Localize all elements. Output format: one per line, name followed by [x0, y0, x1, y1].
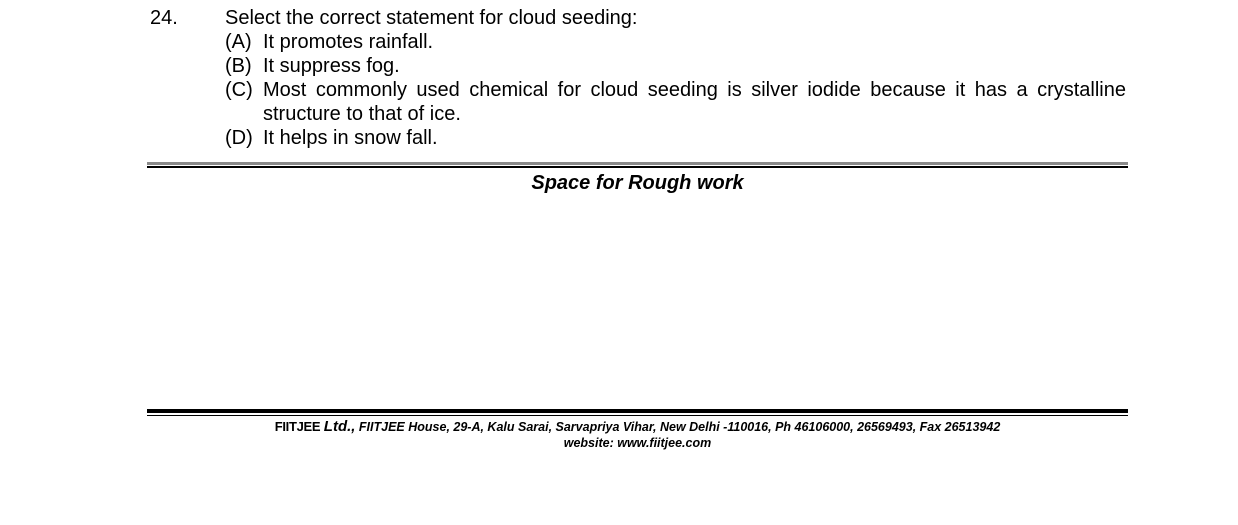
footer-address: FIITJEE House, 29-A, Kalu Sarai, Sarvapriya Vihar, New Delhi -110016, Ph 46106000, 26569493, Fax 26513942 [358, 420, 1001, 434]
footer-divider-thin [147, 415, 1128, 416]
option-b [225, 54, 1126, 78]
footer [147, 419, 1128, 451]
options-list [225, 30, 1126, 150]
option-text: Most commonly used chemical for cloud seeding is silver iodide because it has a crystalline structure to that of ice. [263, 79, 1126, 125]
option-text: It suppress fog. [263, 55, 400, 77]
footer-divider-thick [147, 409, 1128, 413]
option-c [225, 78, 1126, 126]
footer-ltd: Ltd., [323, 418, 356, 435]
option-text: It promotes rainfall. [263, 31, 434, 53]
divider-black [147, 166, 1128, 168]
option-letter: (A) [225, 31, 252, 53]
footer-brand: FIITJEE [274, 419, 321, 434]
option-d [225, 126, 1126, 150]
footer-website: website: www.fiitjee.com [563, 436, 712, 450]
question-stem: Select the correct statement for cloud seeding: [225, 7, 638, 29]
option-letter: (D) [225, 127, 253, 149]
option-letter: (C) [225, 79, 253, 101]
question-number: 24. [150, 7, 178, 29]
footer-address-line [147, 419, 1128, 435]
option-letter: (B) [225, 55, 252, 77]
option-a [225, 30, 1126, 54]
divider-gray [147, 162, 1128, 165]
rough-work-heading: Space for Rough work [531, 172, 744, 194]
option-text: It helps in snow fall. [263, 127, 438, 149]
